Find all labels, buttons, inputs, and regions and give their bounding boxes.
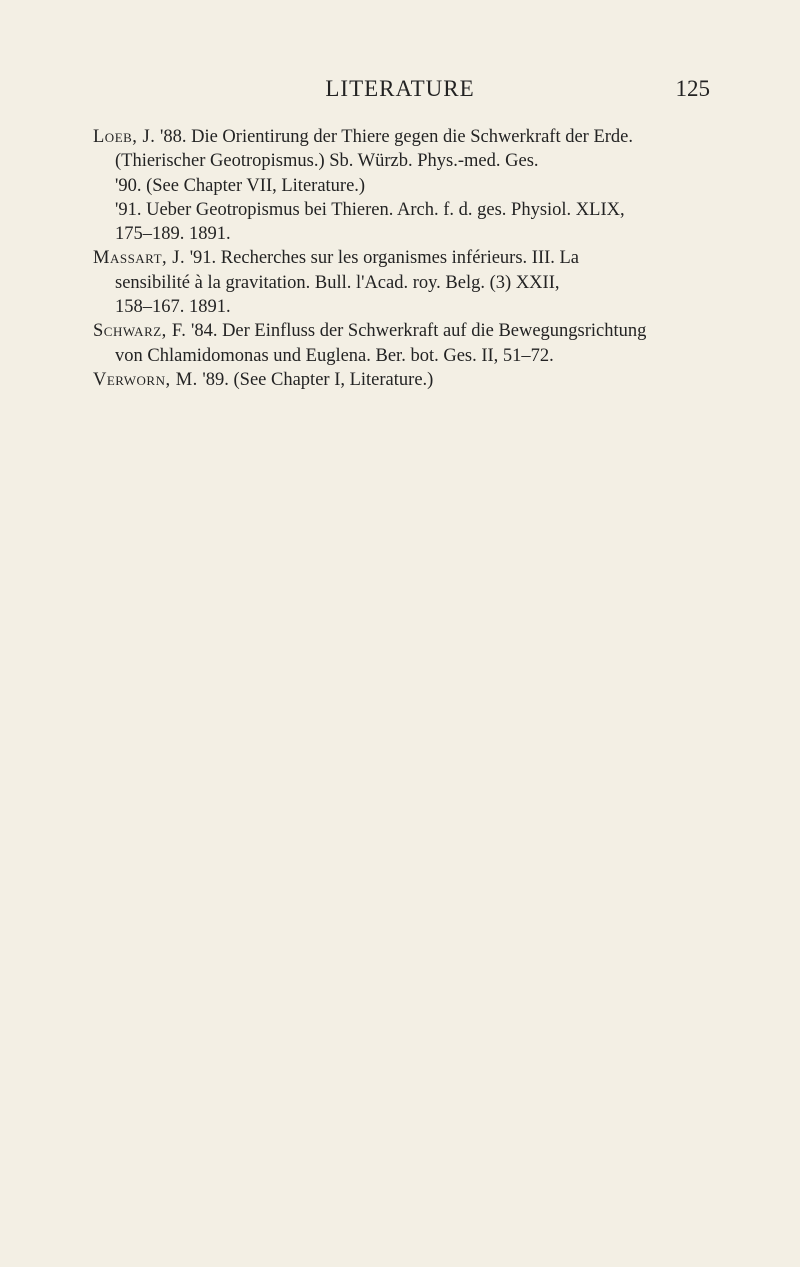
reference-line: 158–167. 1891. [115,297,231,318]
reference-list [93,125,733,392]
reference-author: Verworn, M. [93,369,198,390]
reference-entry-loeb [93,125,733,246]
reference-line: (Thierischer Geotropismus.) Sb. Würzb. Phys.-med. Ges. [115,151,539,172]
reference-line: '90. (See Chapter VII, Literature.) [115,175,366,196]
reference-line: von Chlamidomonas und Euglena. Ber. bot. Ges. II, 51–72. [115,345,554,366]
page-header [0,76,800,106]
page-number: 125 [675,76,710,101]
reference-line: sensibilité à la gravitation. Bull. l'Acad. roy. Belg. (3) XXII, [115,272,560,293]
reference-text: '91. Recherches sur les organismes inférieurs. III. La [185,248,580,269]
reference-entry-schwarz [93,319,733,368]
reference-line [93,368,733,392]
reference-line [93,319,733,343]
reference-line [93,246,733,270]
reference-line: 175–189. 1891. [115,224,231,245]
reference-entry-massart [93,246,733,319]
reference-text: '89. (See Chapter I, Literature.) [197,369,434,390]
reference-author: Schwarz, F. [93,321,187,342]
reference-entry-verworn [93,368,733,392]
reference-author: Massart, J. [93,248,186,269]
reference-line [93,125,733,149]
reference-text: '84. Der Einfluss der Schwerkraft auf die Bewegungsrichtung [186,321,647,342]
reference-author: Loeb, J. [93,127,156,147]
reference-line: '91. Ueber Geotropismus bei Thieren. Arch. f. d. ges. Physiol. XLIX, [115,199,625,220]
running-title: LITERATURE [325,76,475,101]
reference-text: '88. Die Orientirung der Thiere gegen die Schwerkraft der Erde. [155,127,634,147]
